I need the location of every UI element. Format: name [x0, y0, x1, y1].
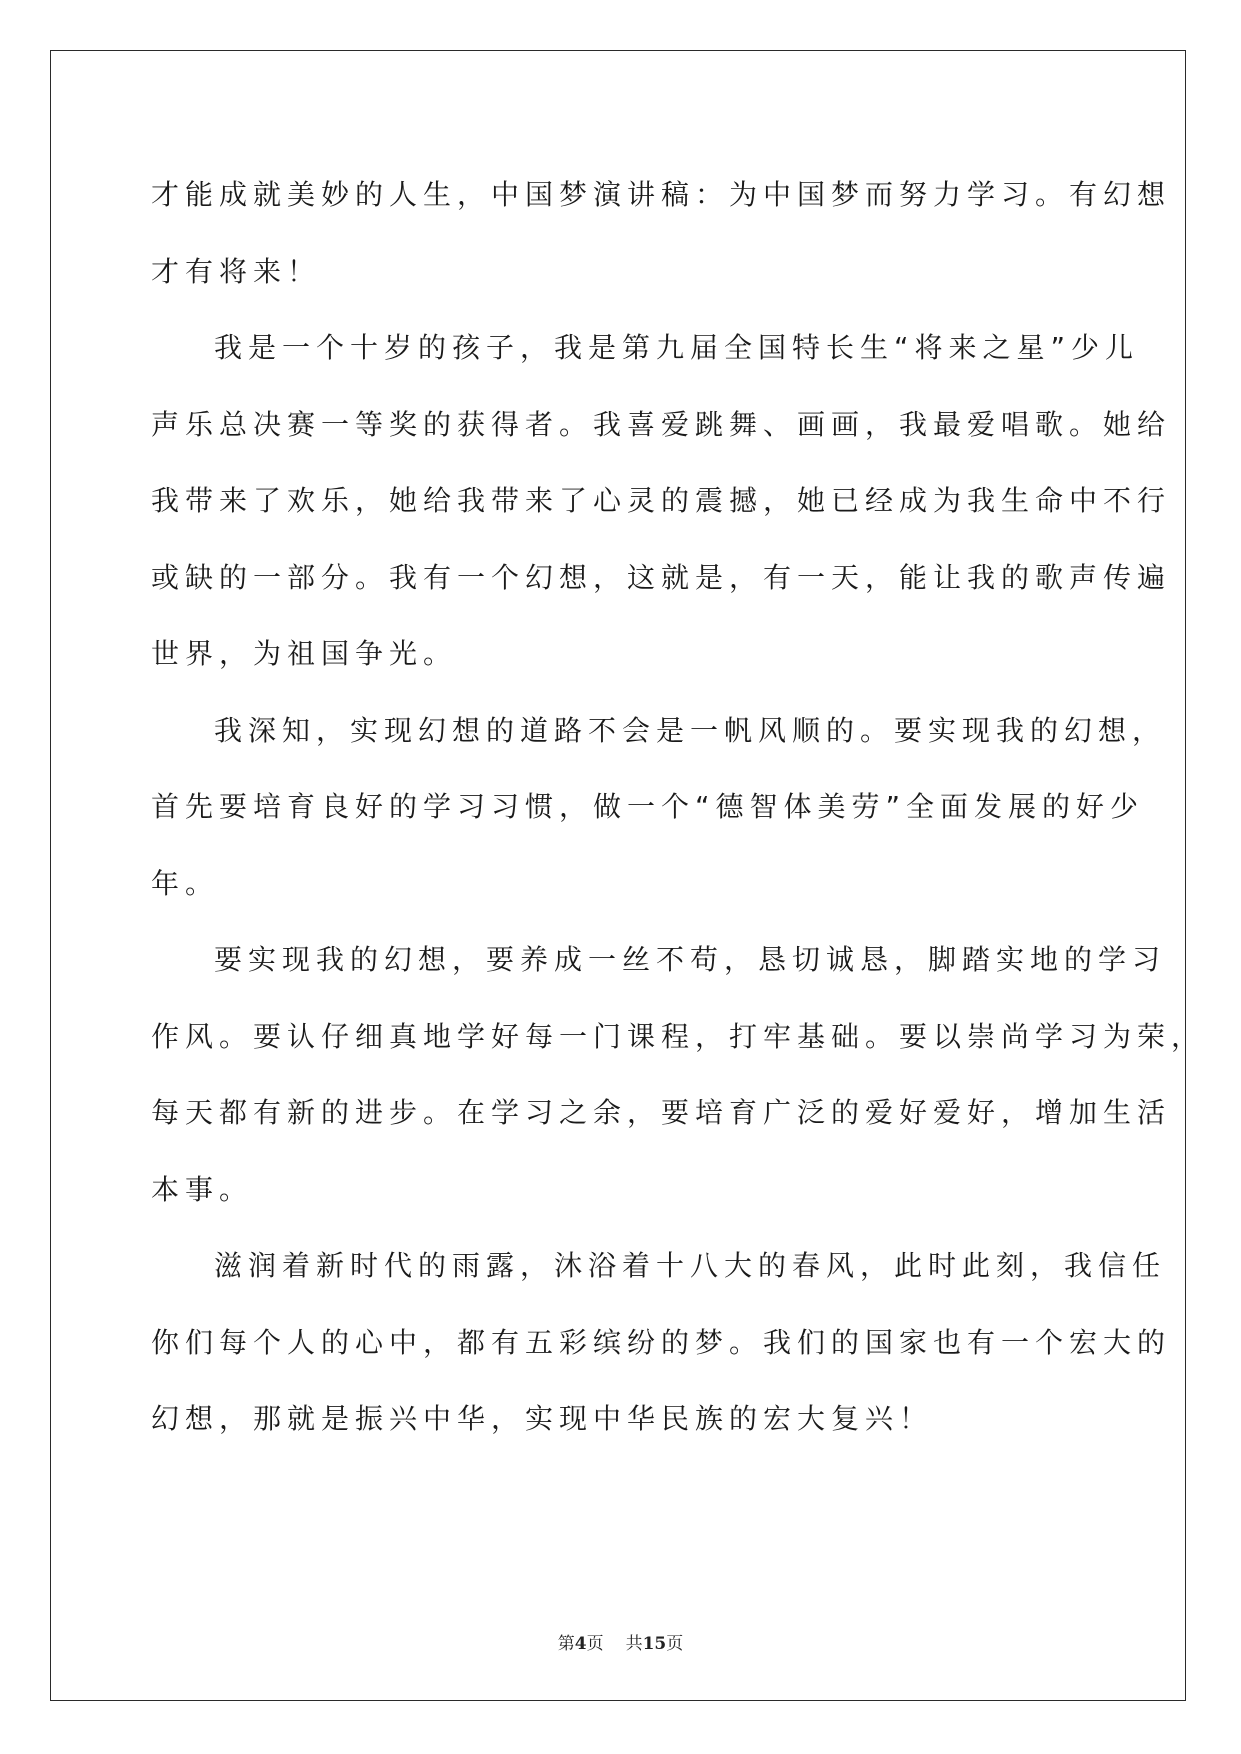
text-line: 首先要培育良好的学习习惯，做一个“德智体美劳”全面发展的好少: [151, 790, 1145, 823]
text-line: 年。: [151, 866, 220, 900]
text-line: 本事。: [151, 1172, 254, 1206]
page-prefix: 第: [557, 1634, 575, 1654]
paragraph-2: [151, 310, 1172, 693]
text-line: 才能成就美妙的人生，中国梦演讲稿：为中国梦而努力学习。有幻想: [151, 178, 1172, 211]
text-line: 或缺的一部分。我有一个幻想，这就是，有一天，能让我的歌声传遍: [151, 560, 1172, 594]
total-pages: 15: [642, 1634, 667, 1654]
text-line: 作风。要认仔细真地学好每一门课程，打牢基础。要以崇尚学习为荣，: [151, 1019, 1206, 1053]
page-footer: [0, 1629, 1241, 1654]
text-line: 才有将来！: [151, 254, 322, 288]
page-suffix: 页: [586, 1634, 604, 1654]
paragraph-5: [151, 1228, 1172, 1458]
paragraph-3: [151, 693, 1167, 923]
text-line: 我深知，实现幻想的道路不会是一帆风顺的。要实现我的幻想，: [214, 713, 1167, 747]
text-line: 每天都有新的进步。在学习之余，要培育广泛的爱好爱好，增加生活: [151, 1096, 1172, 1129]
total-prefix: 共: [625, 1634, 643, 1654]
text-line: 滋润着新时代的雨露，沐浴着十八大的春风，此时此刻，我信任: [214, 1249, 1167, 1282]
text-line: 世界，为祖国争光。: [151, 637, 458, 670]
text-line: 声乐总决赛一等奖的获得者。我喜爱跳舞、画画，我最爱唱歌。她给: [151, 407, 1172, 441]
text-line: 幻想，那就是振兴中华，实现中华民族的宏大复兴！: [151, 1402, 934, 1435]
paragraph-4: [151, 922, 1206, 1228]
text-line: 要实现我的幻想，要养成一丝不苟，恳切诚恳，脚踏实地的学习: [214, 943, 1167, 976]
total-suffix: 页: [666, 1634, 684, 1654]
document-body: [151, 157, 1206, 1458]
paragraph-1: [151, 157, 1172, 310]
text-line: 我带来了欢乐，她给我带来了心灵的震撼，她已经成为我生命中不行: [151, 484, 1172, 517]
text-line: 我是一个十岁的孩子，我是第九届全国特长生“将来之星”少儿: [214, 331, 1140, 364]
text-line: 你们每个人的心中，都有五彩缤纷的梦。我们的国家也有一个宏大的: [151, 1325, 1172, 1359]
page-number: 4: [574, 1634, 587, 1654]
